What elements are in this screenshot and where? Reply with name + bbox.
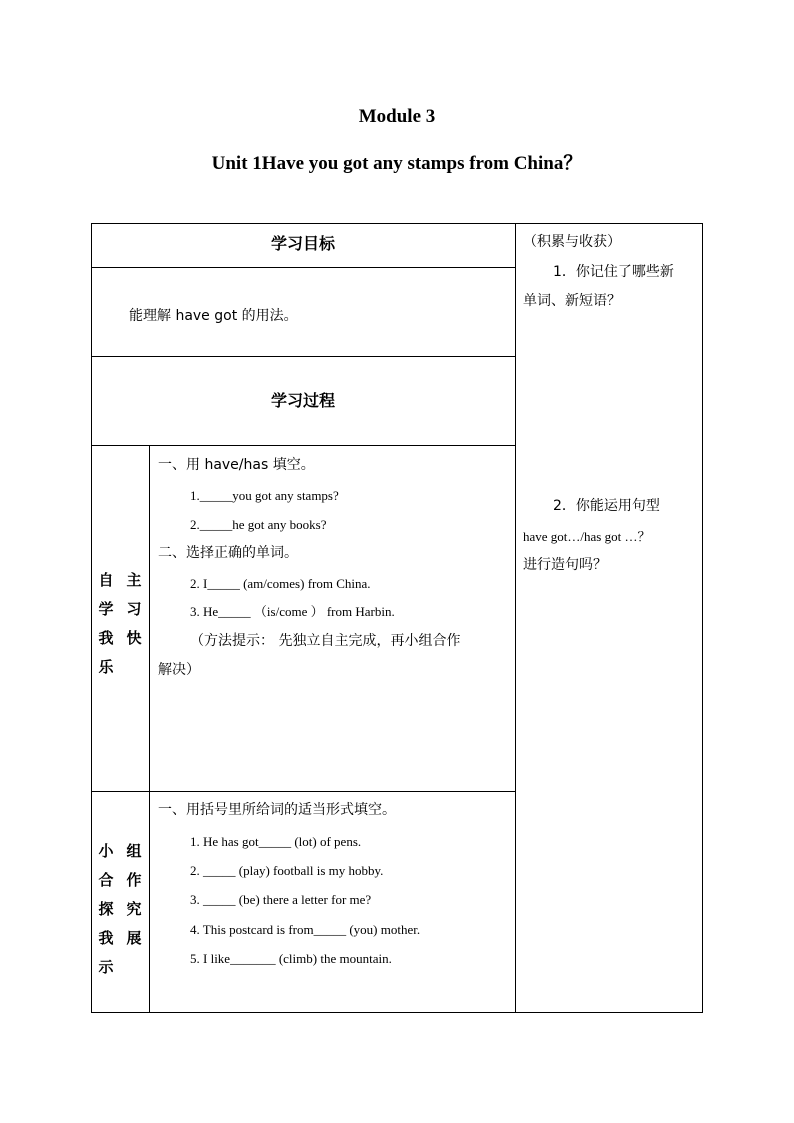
- row-divider-1: [91, 267, 516, 268]
- part2-title: 二、选择正确的单词。: [158, 545, 298, 561]
- side-char: 快: [126, 629, 142, 647]
- method-tip-line-1: （方法提示： 先独立自主完成，再小组合作: [190, 633, 461, 649]
- side-char: 示: [98, 958, 114, 976]
- method-tip-line-2: 解决）: [158, 662, 200, 678]
- unit-title: Unit 1Have you got any stamps from China？: [211, 153, 583, 174]
- table-border-left: [91, 223, 92, 1013]
- table-border-top: [91, 223, 703, 224]
- question-2-line-1: 2．你能运用句型: [553, 498, 660, 514]
- process-header: 学习过程: [270, 391, 335, 410]
- part2-item: 3. He_____ （is/come ） from Harbin.: [190, 604, 395, 619]
- question-2-line-2: have got…/has got …？: [523, 529, 651, 544]
- fill-in-item: 3. _____ (be) there a letter for me?: [190, 892, 372, 907]
- side-char: 展: [126, 929, 142, 947]
- part1-title: 一、用 have/has 填空。: [158, 457, 315, 473]
- table-border-bottom: [91, 1012, 703, 1013]
- table-border-right: [702, 223, 703, 1013]
- goal-text: 能理解 have got 的用法。: [129, 308, 298, 324]
- fill-in-item: 4. This postcard is from_____ (you) mother.: [190, 922, 421, 937]
- fill-in-item: 2. _____ (play) football is my hobby.: [190, 863, 384, 878]
- column-divider-side: [149, 445, 150, 1013]
- fill-in-item: 5. I like_______ (climb) the mountain.: [190, 951, 392, 966]
- module-title: Module 3: [358, 106, 436, 127]
- question-2-line-3: 进行造句吗？: [523, 557, 607, 573]
- row-divider-4: [91, 791, 516, 792]
- side-char: 主: [126, 571, 142, 589]
- harvest-heading: （积累与收获）: [523, 234, 621, 250]
- fill-in-item: 1. He has got_____ (lot) of pens.: [190, 834, 362, 849]
- lesson-table: [91, 223, 703, 1013]
- question-1-line-2: 单词、新短语？: [523, 293, 621, 309]
- goal-header: 学习目标: [270, 234, 335, 253]
- side-char: 究: [126, 900, 142, 918]
- row-divider-3: [91, 445, 516, 446]
- side-char: 合: [98, 871, 114, 889]
- side-char: 我: [98, 929, 114, 947]
- column-divider-main: [515, 223, 516, 1013]
- side-char: 组: [126, 842, 142, 860]
- fill-in-title: 一、用括号里所给词的适当形式填空。: [158, 802, 396, 818]
- question-1-line-1: 1．你记住了哪些新: [553, 264, 674, 280]
- part2-item: 2. I_____ (am/comes) from China.: [190, 576, 371, 591]
- part1-item: 1._____you got any stamps?: [190, 488, 339, 503]
- side-char: 我: [98, 629, 114, 647]
- row-divider-2: [91, 356, 516, 357]
- side-char: 乐: [98, 658, 114, 676]
- side-char: 探: [98, 900, 114, 918]
- side-char: 自: [98, 571, 114, 589]
- side-char: 习: [126, 600, 142, 618]
- side-char: 作: [126, 871, 142, 889]
- side-char: 学: [98, 600, 114, 618]
- part1-item: 2._____he got any books?: [190, 517, 327, 532]
- side-char: 小: [98, 842, 114, 860]
